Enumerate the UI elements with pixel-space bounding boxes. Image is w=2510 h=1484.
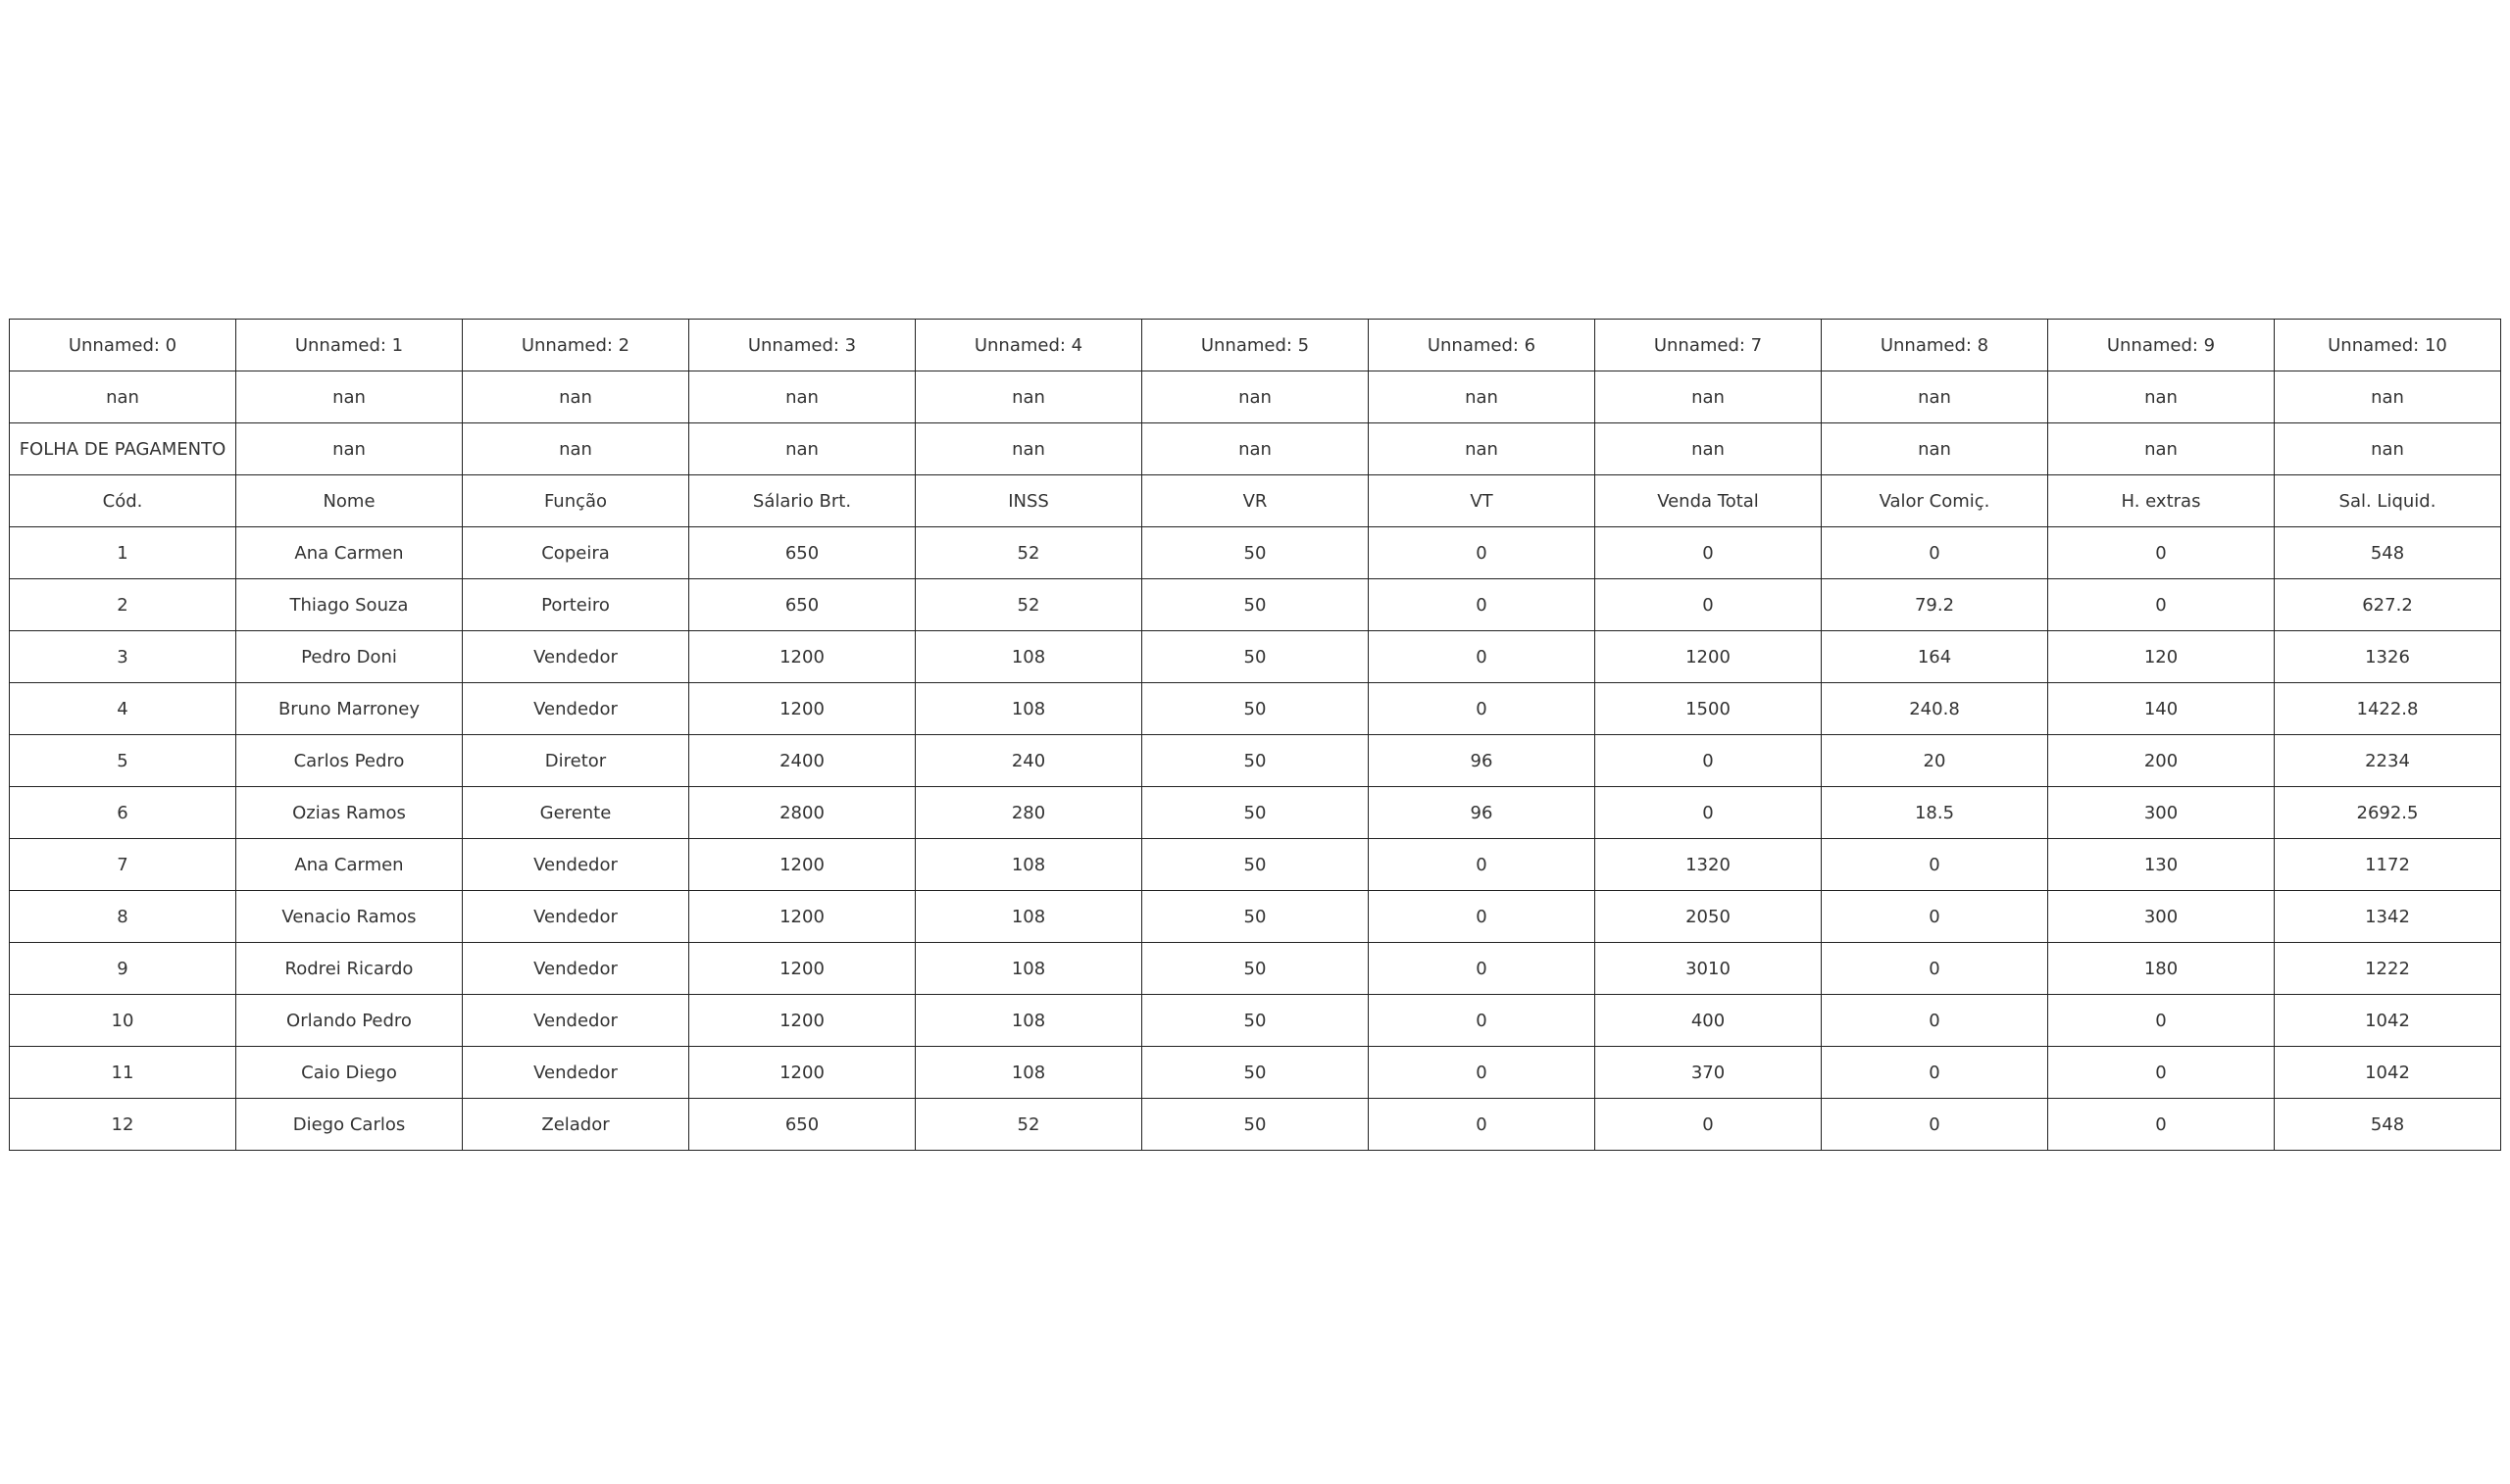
table-cell: nan — [916, 371, 1142, 423]
table-cell: 1320 — [1595, 839, 1822, 891]
table-cell: Diretor — [463, 735, 689, 787]
table-cell: 1172 — [2275, 839, 2501, 891]
table-cell: 50 — [1142, 1047, 1369, 1099]
table-cell: 1326 — [2275, 631, 2501, 683]
table-cell: INSS — [916, 475, 1142, 527]
table-cell: nan — [2275, 371, 2501, 423]
table-cell: nan — [1822, 423, 2048, 475]
table-cell: 650 — [689, 1099, 916, 1151]
table-cell: 2692.5 — [2275, 787, 2501, 839]
column-header-cell: Unnamed: 5 — [1142, 320, 1369, 371]
table-cell: 0 — [1822, 839, 2048, 891]
table-cell: 0 — [1369, 995, 1595, 1047]
table-row — [10, 943, 2501, 995]
table-cell: 1422.8 — [2275, 683, 2501, 735]
table-cell: nan — [1142, 371, 1369, 423]
table-cell: 52 — [916, 1099, 1142, 1151]
table-cell: 0 — [2048, 579, 2275, 631]
table-cell: Vendedor — [463, 943, 689, 995]
table-cell: 10 — [10, 995, 236, 1047]
table-cell: 108 — [916, 1047, 1142, 1099]
table-cell: nan — [236, 423, 463, 475]
table-cell: 370 — [1595, 1047, 1822, 1099]
table-cell: nan — [2048, 423, 2275, 475]
table-cell: 164 — [1822, 631, 2048, 683]
table-cell: 1042 — [2275, 1047, 2501, 1099]
table-cell: 1200 — [689, 891, 916, 943]
table-cell: 240 — [916, 735, 1142, 787]
table-cell: 18.5 — [1822, 787, 2048, 839]
table-cell: 2800 — [689, 787, 916, 839]
table-cell: Sal. Liquid. — [2275, 475, 2501, 527]
table-cell: 0 — [1595, 527, 1822, 579]
table-cell: 108 — [916, 631, 1142, 683]
table-cell: nan — [689, 423, 916, 475]
table-cell: 300 — [2048, 891, 2275, 943]
table-cell: 1200 — [689, 995, 916, 1047]
table-cell: 11 — [10, 1047, 236, 1099]
column-header-cell: Unnamed: 1 — [236, 320, 463, 371]
table-cell: nan — [1595, 371, 1822, 423]
table-cell: 130 — [2048, 839, 2275, 891]
table-cell: 96 — [1369, 787, 1595, 839]
table-cell: nan — [1822, 371, 2048, 423]
column-header-cell: Unnamed: 7 — [1595, 320, 1822, 371]
table-cell: FOLHA DE PAGAMENTO — [10, 423, 236, 475]
table-cell: 108 — [916, 683, 1142, 735]
table-cell: VT — [1369, 475, 1595, 527]
table-cell: 280 — [916, 787, 1142, 839]
table-cell: 0 — [1369, 1099, 1595, 1151]
column-header-cell: Unnamed: 0 — [10, 320, 236, 371]
table-cell: 9 — [10, 943, 236, 995]
table-cell: 1 — [10, 527, 236, 579]
table-cell: 6 — [10, 787, 236, 839]
table-cell: nan — [2048, 371, 2275, 423]
table-cell: 0 — [2048, 527, 2275, 579]
table-cell: 240.8 — [1822, 683, 2048, 735]
table-cell: Vendedor — [463, 995, 689, 1047]
table-row — [10, 579, 2501, 631]
table-cell: Diego Carlos — [236, 1099, 463, 1151]
table-cell: 52 — [916, 579, 1142, 631]
table-row — [10, 683, 2501, 735]
table-cell: 300 — [2048, 787, 2275, 839]
table-row — [10, 371, 2501, 423]
table-row — [10, 891, 2501, 943]
table-cell: 0 — [1369, 839, 1595, 891]
table-cell: 0 — [1595, 787, 1822, 839]
table-cell: Vendedor — [463, 891, 689, 943]
table-cell: 1200 — [1595, 631, 1822, 683]
table-cell: 12 — [10, 1099, 236, 1151]
payroll-table-container — [9, 319, 2501, 1151]
table-cell: 108 — [916, 839, 1142, 891]
table-cell: 650 — [689, 579, 916, 631]
table-cell: 50 — [1142, 943, 1369, 995]
table-row — [10, 787, 2501, 839]
table-cell: 50 — [1142, 631, 1369, 683]
table-cell: 0 — [1595, 1099, 1822, 1151]
table-cell: 0 — [1369, 683, 1595, 735]
table-cell: 0 — [2048, 995, 2275, 1047]
table-cell: 1342 — [2275, 891, 2501, 943]
table-cell: 50 — [1142, 787, 1369, 839]
table-cell: 627.2 — [2275, 579, 2501, 631]
table-cell: 120 — [2048, 631, 2275, 683]
table-cell: VR — [1142, 475, 1369, 527]
table-cell: 0 — [1369, 579, 1595, 631]
table-cell: 0 — [1369, 527, 1595, 579]
table-cell: nan — [463, 371, 689, 423]
table-row — [10, 527, 2501, 579]
table-row — [10, 423, 2501, 475]
table-cell: 0 — [1822, 943, 2048, 995]
table-cell: nan — [1369, 371, 1595, 423]
table-cell: Nome — [236, 475, 463, 527]
table-cell: 0 — [1369, 1047, 1595, 1099]
table-cell: 108 — [916, 943, 1142, 995]
table-cell: Pedro Doni — [236, 631, 463, 683]
table-cell: Sálario Brt. — [689, 475, 916, 527]
table-cell: nan — [916, 423, 1142, 475]
table-cell: Thiago Souza — [236, 579, 463, 631]
table-row — [10, 839, 2501, 891]
table-cell: 548 — [2275, 527, 2501, 579]
table-cell: 2400 — [689, 735, 916, 787]
table-cell: Função — [463, 475, 689, 527]
table-cell: 50 — [1142, 839, 1369, 891]
table-row — [10, 475, 2501, 527]
table-cell: 400 — [1595, 995, 1822, 1047]
table-cell: Rodrei Ricardo — [236, 943, 463, 995]
table-cell: 0 — [1369, 631, 1595, 683]
table-cell: Venacio Ramos — [236, 891, 463, 943]
column-header-cell: Unnamed: 4 — [916, 320, 1142, 371]
table-cell: Orlando Pedro — [236, 995, 463, 1047]
table-cell: 52 — [916, 527, 1142, 579]
table-cell: 180 — [2048, 943, 2275, 995]
table-cell: nan — [10, 371, 236, 423]
table-cell: Ana Carmen — [236, 839, 463, 891]
table-cell: 1222 — [2275, 943, 2501, 995]
table-cell: 0 — [1822, 1047, 2048, 1099]
table-cell: nan — [236, 371, 463, 423]
table-body — [10, 320, 2501, 1151]
header-row — [10, 320, 2501, 371]
table-cell: Porteiro — [463, 579, 689, 631]
table-cell: 0 — [2048, 1099, 2275, 1151]
column-header-cell: Unnamed: 6 — [1369, 320, 1595, 371]
column-header-cell: Unnamed: 8 — [1822, 320, 2048, 371]
table-cell: 548 — [2275, 1099, 2501, 1151]
column-header-cell: Unnamed: 2 — [463, 320, 689, 371]
table-cell: 5 — [10, 735, 236, 787]
table-cell: 7 — [10, 839, 236, 891]
table-cell: 1200 — [689, 683, 916, 735]
table-cell: 108 — [916, 995, 1142, 1047]
table-cell: Copeira — [463, 527, 689, 579]
table-cell: 20 — [1822, 735, 2048, 787]
table-cell: 2234 — [2275, 735, 2501, 787]
table-cell: 50 — [1142, 579, 1369, 631]
table-row — [10, 631, 2501, 683]
table-cell: Venda Total — [1595, 475, 1822, 527]
table-cell: 2050 — [1595, 891, 1822, 943]
table-cell: 0 — [1595, 735, 1822, 787]
table-cell: Ana Carmen — [236, 527, 463, 579]
table-cell: nan — [1142, 423, 1369, 475]
table-cell: H. extras — [2048, 475, 2275, 527]
table-cell: Ozias Ramos — [236, 787, 463, 839]
table-cell: 200 — [2048, 735, 2275, 787]
table-cell: 1200 — [689, 839, 916, 891]
table-cell: 0 — [1822, 1099, 2048, 1151]
table-cell: 50 — [1142, 527, 1369, 579]
table-cell: 0 — [2048, 1047, 2275, 1099]
table-cell: 108 — [916, 891, 1142, 943]
table-cell: 0 — [1369, 891, 1595, 943]
table-cell: 1200 — [689, 943, 916, 995]
table-cell: 3010 — [1595, 943, 1822, 995]
table-cell: 0 — [1822, 527, 2048, 579]
table-cell: 50 — [1142, 995, 1369, 1047]
table-cell: Caio Diego — [236, 1047, 463, 1099]
table-cell: Vendedor — [463, 1047, 689, 1099]
table-cell: 96 — [1369, 735, 1595, 787]
table-cell: 1500 — [1595, 683, 1822, 735]
table-cell: 0 — [1369, 943, 1595, 995]
table-cell: 1200 — [689, 1047, 916, 1099]
table-cell: 8 — [10, 891, 236, 943]
table-cell: Carlos Pedro — [236, 735, 463, 787]
table-cell: 0 — [1822, 891, 2048, 943]
table-cell: 2 — [10, 579, 236, 631]
table-cell: Cód. — [10, 475, 236, 527]
table-cell: 0 — [1822, 995, 2048, 1047]
table-row — [10, 995, 2501, 1047]
table-cell: 50 — [1142, 891, 1369, 943]
table-cell: 140 — [2048, 683, 2275, 735]
table-cell: Gerente — [463, 787, 689, 839]
table-cell: nan — [1595, 423, 1822, 475]
table-cell: nan — [1369, 423, 1595, 475]
payroll-table — [9, 319, 2501, 1151]
table-cell: Bruno Marroney — [236, 683, 463, 735]
table-cell: Vendedor — [463, 839, 689, 891]
table-row — [10, 735, 2501, 787]
table-row — [10, 1047, 2501, 1099]
table-cell: nan — [2275, 423, 2501, 475]
table-cell: 79.2 — [1822, 579, 2048, 631]
table-row — [10, 1099, 2501, 1151]
table-cell: 50 — [1142, 735, 1369, 787]
table-cell: Valor Comiç. — [1822, 475, 2048, 527]
column-header-cell: Unnamed: 3 — [689, 320, 916, 371]
table-cell: nan — [689, 371, 916, 423]
table-cell: 4 — [10, 683, 236, 735]
table-cell: 50 — [1142, 683, 1369, 735]
table-cell: 0 — [1595, 579, 1822, 631]
table-cell: 3 — [10, 631, 236, 683]
table-cell: Vendedor — [463, 631, 689, 683]
table-cell: 1200 — [689, 631, 916, 683]
table-cell: Zelador — [463, 1099, 689, 1151]
table-cell: Vendedor — [463, 683, 689, 735]
column-header-cell: Unnamed: 9 — [2048, 320, 2275, 371]
table-cell: 1042 — [2275, 995, 2501, 1047]
table-cell: 50 — [1142, 1099, 1369, 1151]
column-header-cell: Unnamed: 10 — [2275, 320, 2501, 371]
table-cell: nan — [463, 423, 689, 475]
table-cell: 650 — [689, 527, 916, 579]
